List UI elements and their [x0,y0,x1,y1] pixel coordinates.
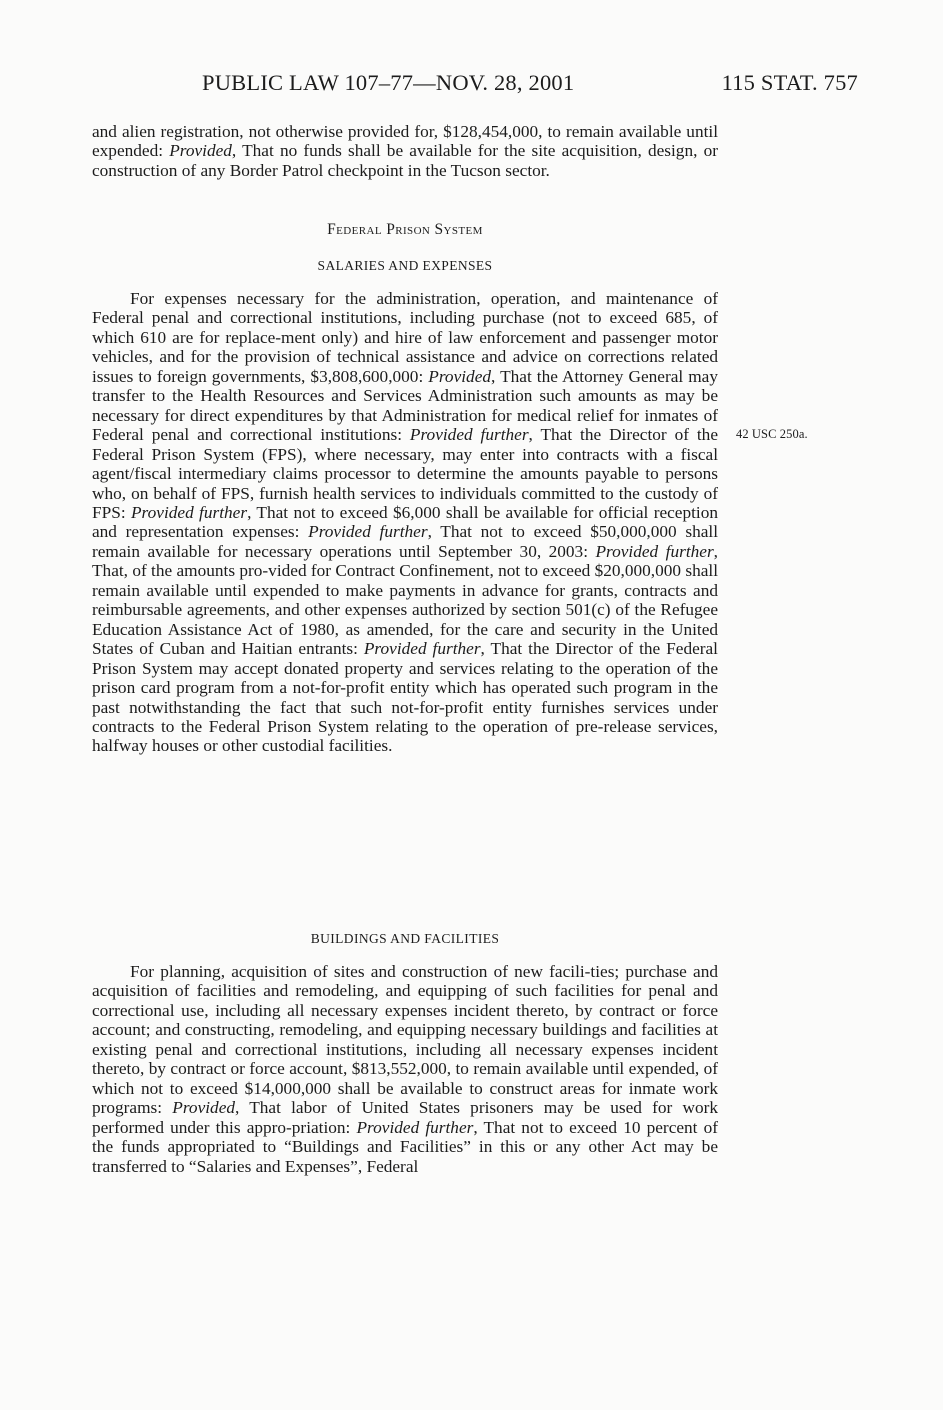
text-run: , That the Director of the Federal Prison System (FPS), where necessary, may enter into contracts with a fiscal agent/fiscal intermediary claims processor to determine the amounts payable to persons who, on behalf of FPS, furnish health services to individuals committed to the custody of FPS: [92,425,718,522]
intro-paragraph-block [92,122,718,180]
proviso-italic: Provided further [131,502,248,522]
proviso-italic: Provided further [308,522,428,542]
proviso-italic: Provided [169,141,232,161]
proviso-italic: Provided [172,1098,236,1118]
proviso-italic: Provided further [595,541,714,561]
proviso-italic: Provided [428,366,492,386]
intro-paragraph [92,122,718,180]
margin-citation: 42 USC 250a. [736,427,808,441]
buildings-paragraph-block [92,962,718,1176]
proviso-italic: Provided further [409,425,529,445]
heading-buildings-and-facilities: BUILDINGS AND FACILITIES [310,931,500,946]
text-run: , That not to exceed $50,000,000 shall remain available for necessary operations until September 30, 2003: [92,522,718,561]
salaries-paragraph [92,289,718,756]
text-run: , That no funds shall be available for the site acquisition, design, or construction of any Border Patrol checkpoint in the Tucson sector. [92,141,718,180]
text-run: , That the Director of the Federal Prison System may accept donated property and services relating to the operation of the prison card program from a not-for-profit entity which has operated such program in the past notwithstanding the fact that such not-for-profit entity furnishes services under contracts to the Federal Prison System relating to the operation of pre-release services, halfway houses or other custodial facilities. [92,639,718,756]
text-run: , That the Attorney General may transfer to the Health Resources and Services Administration such amounts as may be necessary for direct expenditures by that Administration for medical relief for inmates of Federal penal and correctional institutions: [92,366,718,445]
text-run: , That labor of United States prisoners may be used for work performed under this appro-priation: [92,1098,719,1137]
proviso-italic: Provided further [356,1117,474,1137]
running-head-title: PUBLIC LAW 107–77—NOV. 28, 2001 [202,70,575,95]
heading-federal-prison-system: Federal Prison System [327,221,483,238]
proviso-italic: Provided further [363,639,481,659]
text-run: , That, of the amounts pro-vided for Contract Confinement, not to exceed $20,000,000 shall remain available until expended to make payments in advance for grants, contracts and reimbursable agreements, and other expenses authorized by section 501(c) of the Refugee Education Assistance Act of 1980, as amended, for the care and security in the United States of Cuban and Haitian entrants: [92,541,718,659]
salaries-paragraph-block [92,289,718,756]
heading-salaries-and-expenses: SALARIES AND EXPENSES [317,258,493,273]
heading-buildings-block [92,931,718,947]
heading-salaries-block [92,258,718,274]
heading-federal-prison-system-block [92,221,718,239]
text-run: For expenses necessary for the administration, operation, and maintenance of Federal penal and correctional institutions, including purchase (not to exceed 685, of which 610 are for replace-ment only) and hire of law enforcement and passenger motor vehicles, and for the provision of technical assistance and advice on corrections related issues to foreign governments, $3,808,600,000: [92,289,718,386]
stat-page-number: 115 STAT. 757 [721,70,858,95]
text-run: and alien registration, not otherwise provided for, $128,454,000, to remain available until expended: [92,122,718,161]
text-run: , That not to exceed $6,000 shall be available for official reception and representation expenses: [92,502,718,542]
buildings-paragraph [92,962,718,1176]
text-run: , That not to exceed 10 percent of the funds appropriated to “Buildings and Facilities” in this or any other Act may be transferred to “Salaries and Expenses”, Federal [92,1117,719,1176]
text-run: For planning, acquisition of sites and construction of new facili-ties; purchase and acquisition of facilities and remodeling, and equipping of such facilities for penal and correctional use, including all necessary expenses incident thereto, by contract or force account; and constructing, remodeling, and equipping necessary buildings and facilities at existing penal and correctional institutions, including all necessary expenses incident thereto, by contract or force account, $813,552,000, to remain available until expended, of which not to exceed $14,000,000 shall be available to construct areas for inmate work programs: [92,962,718,1118]
page-header [92,70,858,100]
